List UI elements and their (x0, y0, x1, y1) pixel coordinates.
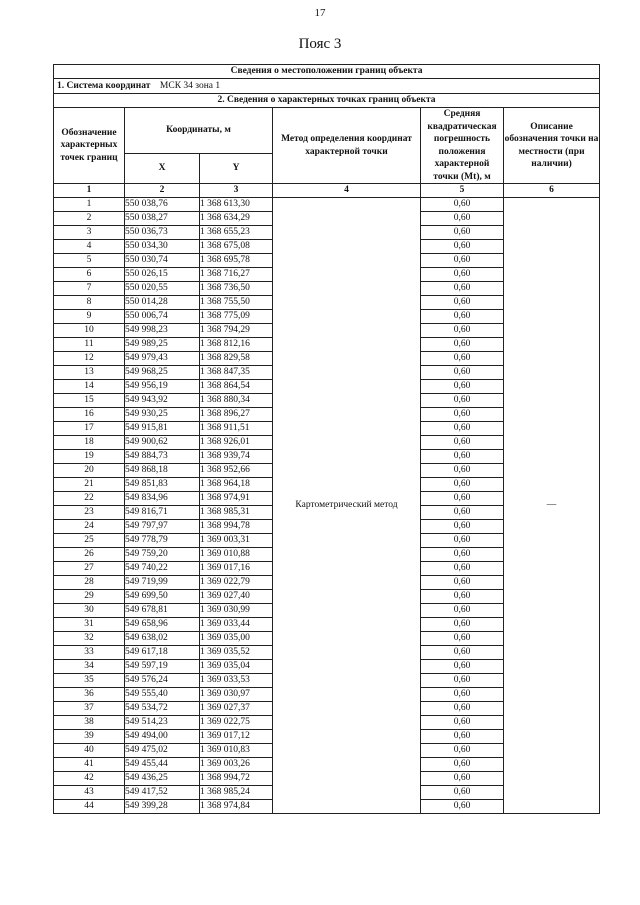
point-number-cell: 19 (54, 449, 125, 463)
y-coordinate-cell: 1 369 027,40 (200, 589, 273, 603)
y-coordinate-cell: 1 369 022,79 (200, 575, 273, 589)
x-coordinate-cell: 549 597,19 (125, 659, 200, 673)
x-coordinate-cell: 549 475,02 (125, 743, 200, 757)
y-coordinate-cell: 1 368 974,91 (200, 491, 273, 505)
y-coordinate-cell: 1 368 829,58 (200, 351, 273, 365)
error-cell: 0,60 (421, 603, 504, 617)
x-coordinate-cell: 549 658,96 (125, 617, 200, 631)
error-cell: 0,60 (421, 785, 504, 799)
header-point-id: Обозначение характерных точек границ (54, 108, 125, 184)
point-number-cell: 32 (54, 631, 125, 645)
y-coordinate-cell: 1 368 695,78 (200, 253, 273, 267)
method-cell: Картометрический метод (273, 197, 421, 813)
y-coordinate-cell: 1 369 035,52 (200, 645, 273, 659)
error-cell: 0,60 (421, 477, 504, 491)
zone-title: Пояс 3 (298, 36, 342, 52)
y-coordinate-cell: 1 369 017,12 (200, 729, 273, 743)
error-cell: 0,60 (421, 659, 504, 673)
point-number-cell: 13 (54, 365, 125, 379)
error-cell: 0,60 (421, 589, 504, 603)
error-cell: 0,60 (421, 309, 504, 323)
x-coordinate-cell: 549 968,25 (125, 365, 200, 379)
y-coordinate-cell: 1 369 033,44 (200, 617, 273, 631)
column-number: 4 (273, 184, 421, 198)
point-number-cell: 18 (54, 435, 125, 449)
point-number-cell: 3 (54, 225, 125, 239)
x-coordinate-cell: 550 036,73 (125, 225, 200, 239)
error-cell: 0,60 (421, 673, 504, 687)
y-coordinate-cell: 1 368 985,31 (200, 505, 273, 519)
point-number-cell: 27 (54, 561, 125, 575)
error-cell: 0,60 (421, 463, 504, 477)
error-cell: 0,60 (421, 771, 504, 785)
error-cell: 0,60 (421, 617, 504, 631)
error-cell: 0,60 (421, 715, 504, 729)
section1-title: Сведения о местоположении границ объекта (54, 65, 600, 79)
description-cell: — (504, 197, 600, 813)
error-cell: 0,60 (421, 561, 504, 575)
error-cell: 0,60 (421, 799, 504, 813)
y-coordinate-cell: 1 368 964,18 (200, 477, 273, 491)
point-number-cell: 29 (54, 589, 125, 603)
error-cell: 0,60 (421, 645, 504, 659)
y-coordinate-cell: 1 369 035,00 (200, 631, 273, 645)
column-number: 1 (54, 184, 125, 198)
error-cell: 0,60 (421, 701, 504, 715)
point-number-cell: 23 (54, 505, 125, 519)
point-number-cell: 43 (54, 785, 125, 799)
y-coordinate-cell: 1 368 952,66 (200, 463, 273, 477)
y-coordinate-cell: 1 368 847,35 (200, 365, 273, 379)
x-coordinate-cell: 549 638,02 (125, 631, 200, 645)
error-cell: 0,60 (421, 211, 504, 225)
point-number-cell: 16 (54, 407, 125, 421)
x-coordinate-cell: 550 034,30 (125, 239, 200, 253)
error-cell: 0,60 (421, 253, 504, 267)
error-cell: 0,60 (421, 687, 504, 701)
boundary-points-table (53, 64, 600, 814)
x-coordinate-cell: 549 555,40 (125, 687, 200, 701)
x-coordinate-cell: 549 740,22 (125, 561, 200, 575)
y-coordinate-cell: 1 369 035,04 (200, 659, 273, 673)
point-number-cell: 39 (54, 729, 125, 743)
x-coordinate-cell: 550 026,15 (125, 267, 200, 281)
point-number-cell: 22 (54, 491, 125, 505)
point-number-cell: 30 (54, 603, 125, 617)
column-number: 2 (125, 184, 200, 198)
y-coordinate-cell: 1 368 775,09 (200, 309, 273, 323)
point-number-cell: 2 (54, 211, 125, 225)
point-number-cell: 8 (54, 295, 125, 309)
page-number: 17 (314, 7, 326, 19)
header-x: X (125, 154, 200, 184)
error-cell: 0,60 (421, 435, 504, 449)
error-cell: 0,60 (421, 491, 504, 505)
error-cell: 0,60 (421, 729, 504, 743)
y-coordinate-cell: 1 368 634,29 (200, 211, 273, 225)
y-coordinate-cell: 1 369 030,99 (200, 603, 273, 617)
x-coordinate-cell: 549 617,18 (125, 645, 200, 659)
error-cell: 0,60 (421, 225, 504, 239)
table-body (54, 197, 600, 813)
point-number-cell: 12 (54, 351, 125, 365)
y-coordinate-cell: 1 368 613,30 (200, 197, 273, 211)
point-number-cell: 33 (54, 645, 125, 659)
error-cell: 0,60 (421, 393, 504, 407)
y-coordinate-cell: 1 369 033,53 (200, 673, 273, 687)
x-coordinate-cell: 549 943,92 (125, 393, 200, 407)
y-coordinate-cell: 1 368 755,50 (200, 295, 273, 309)
x-coordinate-cell: 549 399,28 (125, 799, 200, 813)
point-number-cell: 9 (54, 309, 125, 323)
point-number-cell: 31 (54, 617, 125, 631)
y-coordinate-cell: 1 369 010,83 (200, 743, 273, 757)
point-number-cell: 7 (54, 281, 125, 295)
y-coordinate-cell: 1 368 911,51 (200, 421, 273, 435)
x-coordinate-cell: 549 494,00 (125, 729, 200, 743)
coord-system-label: 1. Система координат (57, 80, 151, 91)
x-coordinate-cell: 549 884,73 (125, 449, 200, 463)
header-method: Метод определения координат характерной точки (273, 108, 421, 184)
y-coordinate-cell: 1 368 655,23 (200, 225, 273, 239)
error-cell: 0,60 (421, 547, 504, 561)
y-coordinate-cell: 1 368 896,27 (200, 407, 273, 421)
x-coordinate-cell: 549 816,71 (125, 505, 200, 519)
y-coordinate-cell: 1 369 030,97 (200, 687, 273, 701)
point-number-cell: 17 (54, 421, 125, 435)
x-coordinate-cell: 549 900,62 (125, 435, 200, 449)
column-number: 5 (421, 184, 504, 198)
error-cell: 0,60 (421, 505, 504, 519)
x-coordinate-cell: 549 979,43 (125, 351, 200, 365)
point-number-cell: 26 (54, 547, 125, 561)
x-coordinate-cell: 549 868,18 (125, 463, 200, 477)
error-cell: 0,60 (421, 351, 504, 365)
point-number-cell: 40 (54, 743, 125, 757)
y-coordinate-cell: 1 368 812,16 (200, 337, 273, 351)
error-cell: 0,60 (421, 757, 504, 771)
error-cell: 0,60 (421, 267, 504, 281)
error-cell: 0,60 (421, 407, 504, 421)
error-cell: 0,60 (421, 197, 504, 211)
column-number: 3 (200, 184, 273, 198)
point-number-cell: 36 (54, 687, 125, 701)
header-description: Описание обозначения точки на местности (при наличии) (504, 108, 600, 184)
error-cell: 0,60 (421, 281, 504, 295)
x-coordinate-cell: 549 514,23 (125, 715, 200, 729)
error-cell: 0,60 (421, 575, 504, 589)
point-number-cell: 20 (54, 463, 125, 477)
x-coordinate-cell: 549 699,50 (125, 589, 200, 603)
error-cell: 0,60 (421, 631, 504, 645)
point-number-cell: 14 (54, 379, 125, 393)
y-coordinate-cell: 1 369 027,37 (200, 701, 273, 715)
y-coordinate-cell: 1 368 880,34 (200, 393, 273, 407)
point-number-cell: 37 (54, 701, 125, 715)
point-number-cell: 10 (54, 323, 125, 337)
x-coordinate-cell: 549 678,81 (125, 603, 200, 617)
coord-system-value: МСК 34 зона 1 (159, 80, 221, 91)
error-cell: 0,60 (421, 239, 504, 253)
error-cell: 0,60 (421, 519, 504, 533)
point-number-cell: 38 (54, 715, 125, 729)
x-coordinate-cell: 549 778,79 (125, 533, 200, 547)
error-cell: 0,60 (421, 533, 504, 547)
point-number-cell: 35 (54, 673, 125, 687)
x-coordinate-cell: 550 020,55 (125, 281, 200, 295)
point-number-cell: 15 (54, 393, 125, 407)
y-coordinate-cell: 1 368 939,74 (200, 449, 273, 463)
x-coordinate-cell: 549 915,81 (125, 421, 200, 435)
y-coordinate-cell: 1 369 010,88 (200, 547, 273, 561)
x-coordinate-cell: 549 998,23 (125, 323, 200, 337)
y-coordinate-cell: 1 369 022,75 (200, 715, 273, 729)
x-coordinate-cell: 550 014,28 (125, 295, 200, 309)
point-number-cell: 34 (54, 659, 125, 673)
x-coordinate-cell: 549 417,52 (125, 785, 200, 799)
point-number-cell: 25 (54, 533, 125, 547)
x-coordinate-cell: 550 030,74 (125, 253, 200, 267)
section2-title: 2. Сведения о характерных точках границ объекта (54, 94, 600, 108)
error-cell: 0,60 (421, 379, 504, 393)
x-coordinate-cell: 550 038,27 (125, 211, 200, 225)
header-error: Средняя квадратическая погрешность положения характерной точки (Mt), м (421, 108, 504, 184)
y-coordinate-cell: 1 368 864,54 (200, 379, 273, 393)
y-coordinate-cell: 1 368 675,08 (200, 239, 273, 253)
point-number-cell: 24 (54, 519, 125, 533)
x-coordinate-cell: 549 956,19 (125, 379, 200, 393)
coord-system-row (54, 79, 600, 94)
point-number-cell: 42 (54, 771, 125, 785)
y-coordinate-cell: 1 369 017,16 (200, 561, 273, 575)
x-coordinate-cell: 549 576,24 (125, 673, 200, 687)
point-number-cell: 4 (54, 239, 125, 253)
y-coordinate-cell: 1 368 985,24 (200, 785, 273, 799)
x-coordinate-cell: 549 930,25 (125, 407, 200, 421)
x-coordinate-cell: 549 719,99 (125, 575, 200, 589)
y-coordinate-cell: 1 369 003,26 (200, 757, 273, 771)
y-coordinate-cell: 1 368 716,27 (200, 267, 273, 281)
point-number-cell: 11 (54, 337, 125, 351)
x-coordinate-cell: 549 797,97 (125, 519, 200, 533)
x-coordinate-cell: 550 006,74 (125, 309, 200, 323)
column-number: 6 (504, 184, 600, 198)
x-coordinate-cell: 549 989,25 (125, 337, 200, 351)
point-number-cell: 21 (54, 477, 125, 491)
x-coordinate-cell: 549 759,20 (125, 547, 200, 561)
header-coords: Координаты, м (125, 108, 273, 154)
header-y: Y (200, 154, 273, 184)
point-number-cell: 41 (54, 757, 125, 771)
error-cell: 0,60 (421, 323, 504, 337)
y-coordinate-cell: 1 368 794,29 (200, 323, 273, 337)
y-coordinate-cell: 1 368 994,72 (200, 771, 273, 785)
y-coordinate-cell: 1 368 994,78 (200, 519, 273, 533)
x-coordinate-cell: 549 834,96 (125, 491, 200, 505)
point-number-cell: 1 (54, 197, 125, 211)
y-coordinate-cell: 1 368 926,01 (200, 435, 273, 449)
x-coordinate-cell: 549 455,44 (125, 757, 200, 771)
point-number-cell: 6 (54, 267, 125, 281)
point-number-cell: 44 (54, 799, 125, 813)
x-coordinate-cell: 549 851,83 (125, 477, 200, 491)
x-coordinate-cell: 549 436,25 (125, 771, 200, 785)
error-cell: 0,60 (421, 449, 504, 463)
y-coordinate-cell: 1 368 736,50 (200, 281, 273, 295)
error-cell: 0,60 (421, 295, 504, 309)
y-coordinate-cell: 1 368 974,84 (200, 799, 273, 813)
error-cell: 0,60 (421, 365, 504, 379)
error-cell: 0,60 (421, 337, 504, 351)
x-coordinate-cell: 550 038,76 (125, 197, 200, 211)
point-number-cell: 5 (54, 253, 125, 267)
table-row (54, 197, 600, 211)
point-number-cell: 28 (54, 575, 125, 589)
error-cell: 0,60 (421, 421, 504, 435)
error-cell: 0,60 (421, 743, 504, 757)
x-coordinate-cell: 549 534,72 (125, 701, 200, 715)
y-coordinate-cell: 1 369 003,31 (200, 533, 273, 547)
